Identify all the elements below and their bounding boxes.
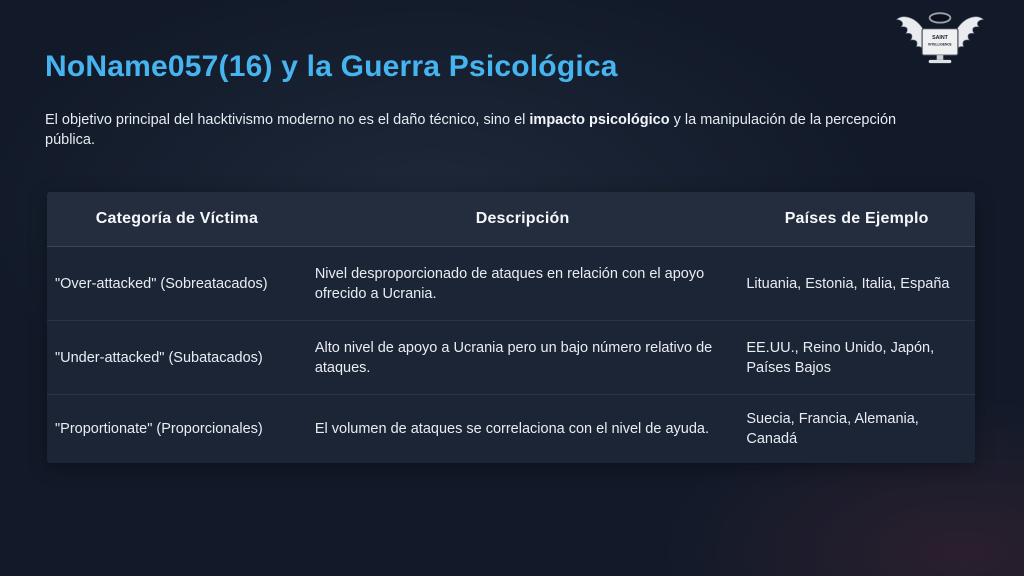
cell-category: "Proportionate" (Proporcionales) bbox=[55, 421, 263, 437]
subtitle-text-pre: El objetivo principal del hacktivismo moderno no es el daño técnico, sino el bbox=[45, 112, 530, 128]
table-header-description: Descripción bbox=[475, 210, 570, 227]
table-row bbox=[47, 247, 975, 321]
table-header-row bbox=[47, 192, 975, 247]
logo-text-line1: SAINT bbox=[932, 35, 948, 42]
subtitle bbox=[45, 110, 945, 151]
page-title: NoName057(16) y la Guerra Psicológica bbox=[45, 50, 618, 83]
halo-icon bbox=[930, 13, 951, 22]
cell-countries: Lituania, Estonia, Italia, España bbox=[746, 275, 950, 292]
table-row bbox=[47, 321, 975, 395]
cell-countries: Suecia, Francia, Alemania, Canadá bbox=[746, 411, 919, 447]
cell-category: "Over-attacked" (Sobreatacados) bbox=[55, 275, 268, 292]
table-row bbox=[47, 395, 975, 463]
victim-categories-table bbox=[47, 192, 975, 463]
cell-description: Alto nivel de apoyo a Ucrania pero un bajo número relativo de ataques. bbox=[314, 339, 713, 376]
cell-description: Nivel desproporcionado de ataques en relación con el apoyo ofrecido a Ucrania. bbox=[314, 265, 705, 302]
monitor-icon bbox=[922, 29, 958, 63]
table-header-category: Categoría de Víctima bbox=[95, 210, 259, 227]
subtitle-text-post: y la manipulación de la percepción pública. bbox=[45, 112, 897, 149]
wing-left-icon bbox=[897, 17, 925, 52]
cell-countries: EE.UU., Reino Unido, Japón, Países Bajos bbox=[746, 339, 935, 376]
cell-category: "Under-attacked" (Subatacados) bbox=[55, 349, 263, 366]
cell-description: El volumen de ataques se correlaciona con el nivel de ayuda. bbox=[314, 421, 709, 437]
saint-intelligence-logo bbox=[892, 8, 988, 74]
table-header-countries: Países de Ejemplo bbox=[784, 210, 929, 227]
wing-right-icon bbox=[955, 17, 983, 52]
subtitle-text-bold: impacto psicológico bbox=[529, 112, 670, 128]
logo-text-line2: INTELLIGENCE bbox=[928, 42, 952, 47]
